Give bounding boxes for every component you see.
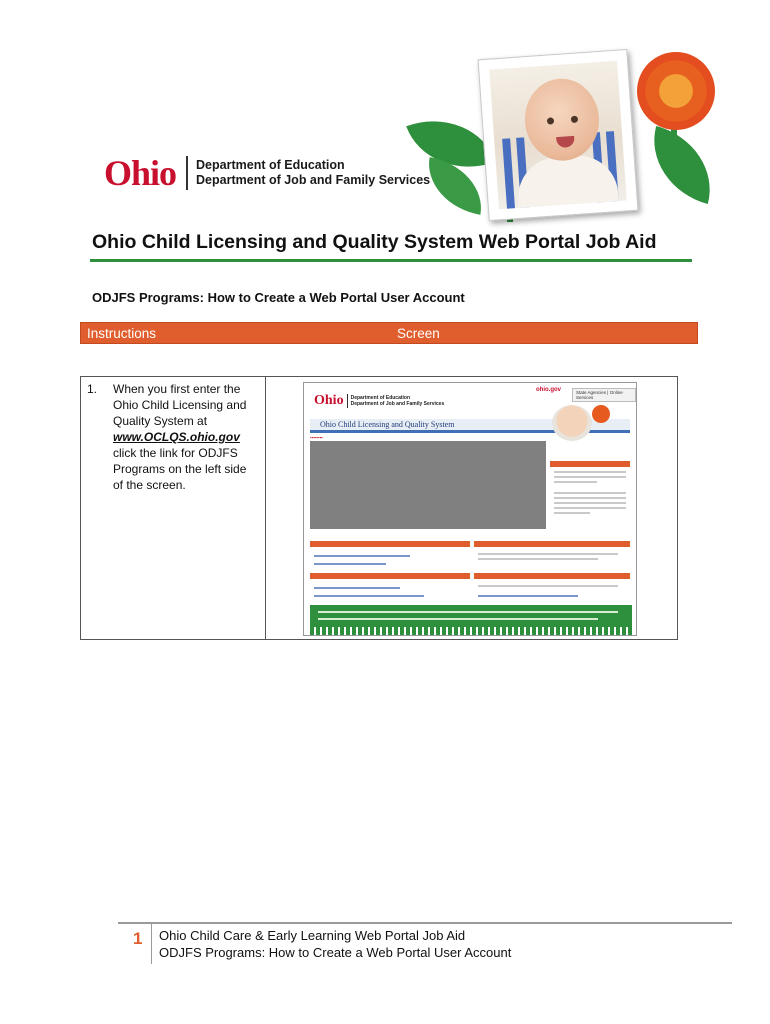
table-header: [80, 322, 698, 344]
portal-alert-tag: ▪▪▪▪▪▪▪▪: [310, 435, 323, 440]
ohio-gov-logo: ohio.gov: [536, 387, 561, 393]
document-subtitle: ODJFS Programs: How to Create a Web Portal User Account: [92, 290, 465, 305]
footer-line-1: Ohio Child Care & Early Learning Web Portal Job Aid: [159, 928, 466, 943]
baby-face: [522, 76, 602, 163]
portal-link-odjfs[interactable]: [314, 555, 410, 557]
portal-hero-placeholder: [310, 441, 546, 529]
portal-welcome-header: [550, 461, 630, 467]
column-header-screen: Screen: [397, 326, 440, 341]
portal-ohio-wordmark: Ohio: [314, 393, 344, 408]
portal-families-text: [478, 558, 598, 560]
column-divider: [265, 377, 266, 639]
portal-grass-border: [310, 627, 632, 635]
portal-link-odjfs-programs[interactable]: [314, 587, 400, 589]
portal-welcome-text: [554, 471, 626, 517]
sunflower-icon: [637, 52, 715, 130]
footer-divider: [118, 922, 732, 924]
baby-mouth: [556, 136, 575, 148]
agency-logo: [104, 152, 430, 194]
baby-photo: [489, 61, 626, 210]
portal-section-programs: [310, 573, 470, 579]
portal-dept-job-family: Department of Job and Family Services: [350, 401, 445, 407]
portal-link-ode[interactable]: [314, 563, 386, 565]
leaf-right-icon: [640, 126, 724, 204]
baby-body: [516, 153, 619, 209]
portal-logo: [314, 393, 444, 409]
portal-footer-links[interactable]: [318, 611, 618, 613]
column-header-instructions: Instructions: [87, 326, 157, 341]
portal-section-interested: [474, 573, 630, 579]
portal-link-ode-programs[interactable]: [314, 595, 424, 597]
document-title: Ohio Child Licensing and Quality System Web Portal Job Aid: [92, 231, 657, 253]
footer-line-2: ODJFS Programs: How to Create a Web Portal User Account: [159, 945, 512, 960]
step-text-after: click the link for ODJFS Programs on the left side of the screen.: [113, 446, 247, 492]
ohio-wordmark: [104, 152, 176, 194]
ohio-wordmark-text: Ohio: [104, 153, 177, 193]
dept-job-family: Department of Job and Family Services: [196, 173, 431, 187]
title-divider: [90, 259, 692, 262]
portal-section-login: [310, 541, 470, 547]
portal-logo-divider: [347, 394, 348, 408]
portal-screenshot: [303, 382, 637, 636]
baby-photo-frame: [478, 49, 639, 221]
footer-text: [159, 927, 511, 961]
portal-banner-title: Ohio Child Licensing and Quality System: [320, 420, 455, 429]
baby-eye: [547, 117, 554, 124]
logo-divider: [186, 156, 188, 190]
instruction-step: [87, 381, 259, 493]
crib-bar: [502, 138, 516, 209]
portal-footer: [310, 605, 632, 627]
baby-eye: [571, 116, 578, 123]
step-text: [113, 381, 259, 493]
oclqs-link[interactable]: www.OCLQS.ohio.gov: [113, 430, 240, 444]
portal-footer-links[interactable]: [318, 618, 598, 620]
step-number: 1.: [87, 382, 98, 396]
portal-families-text: [478, 553, 618, 555]
portal-sunflower-icon: [592, 405, 610, 423]
portal-interested-text: [478, 585, 618, 587]
step-text-before: When you first enter the Ohio Child Licensing and Quality System at: [113, 382, 247, 428]
portal-baby-image: [552, 405, 592, 441]
header-artwork: [415, 42, 755, 222]
table-row: [80, 376, 678, 640]
department-names: [196, 158, 430, 188]
portal-section-families: [474, 541, 630, 547]
page-number: 1: [133, 929, 143, 948]
state-agencies-link: State Agencies | Online Services: [572, 388, 636, 402]
footer-vertical-divider: [151, 924, 152, 964]
dept-education: Department of Education: [196, 158, 345, 172]
portal-interested-links[interactable]: [478, 595, 578, 597]
portal-dept-education: Department of Education: [350, 395, 411, 401]
portal-dept-names: [351, 395, 445, 407]
